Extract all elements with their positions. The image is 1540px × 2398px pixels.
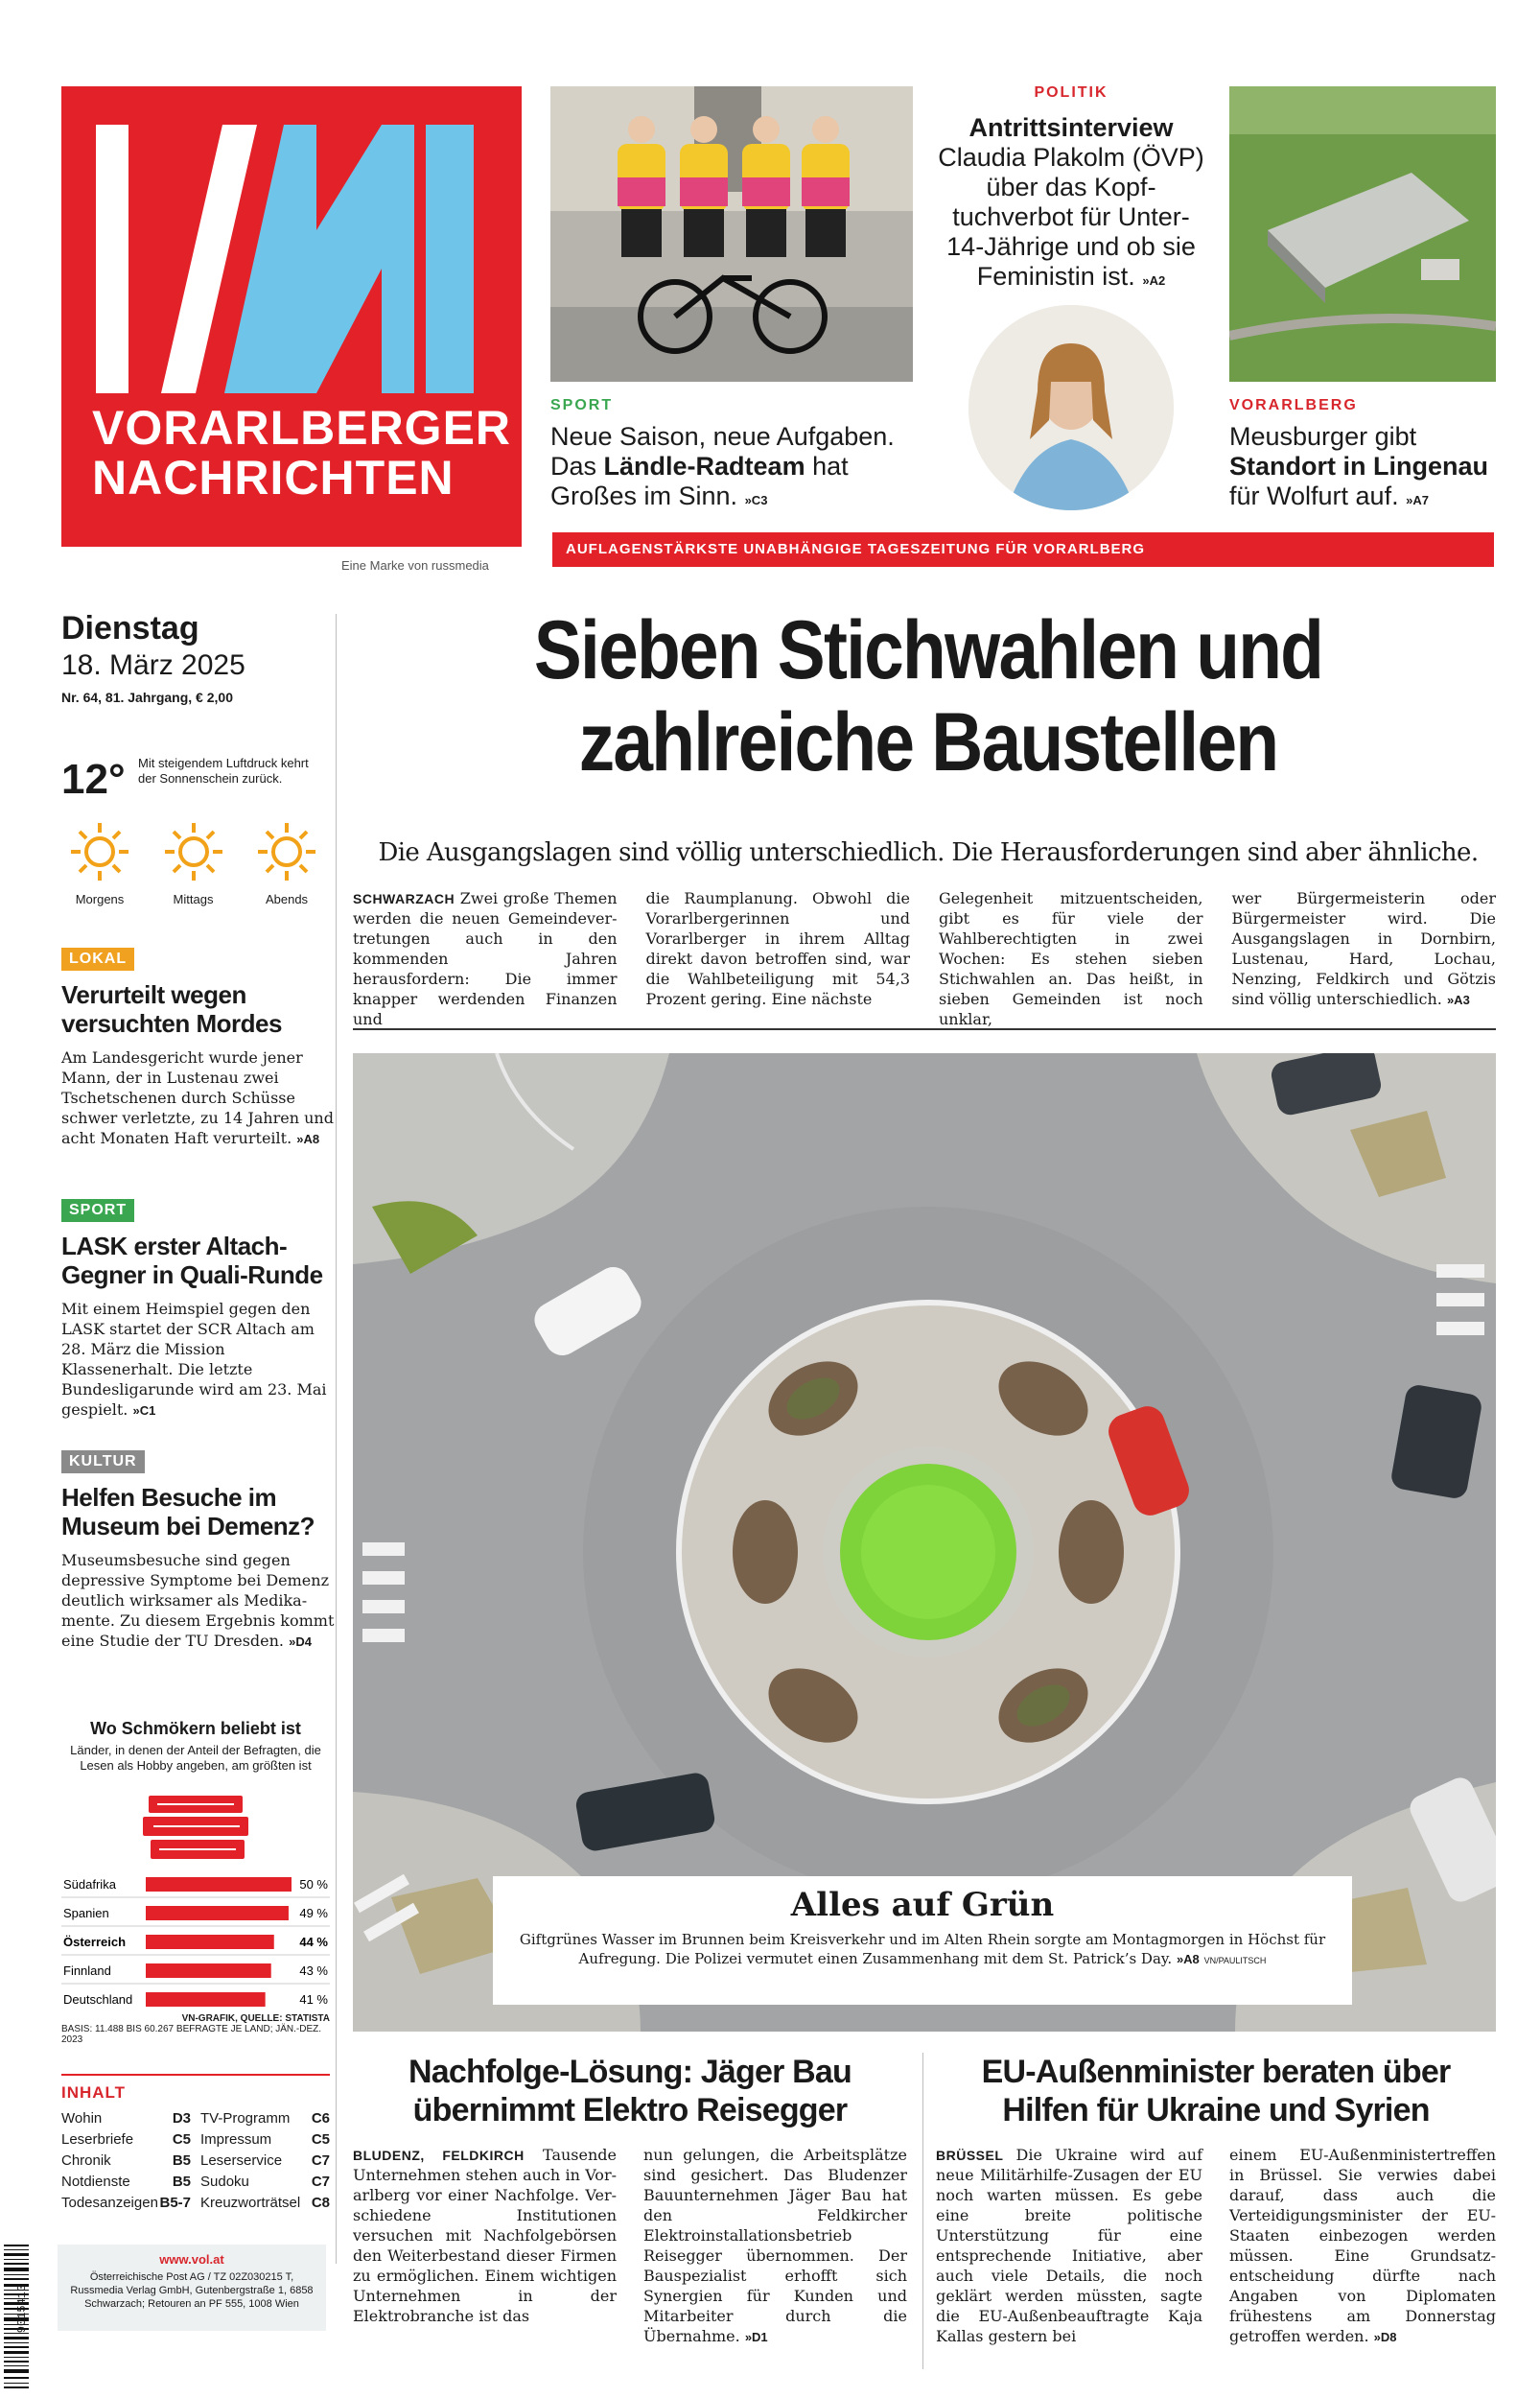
lead-column-text: wer Bürgermeisterin oder Bürgermeister wird. Die Ausgangslagen in Dornbirn, Lustenau, Hard, Lochau, Nenzing, Feldkirch und Götzis sind völlig unterschiedlich. <box>1231 889 1496 1008</box>
teaser-text: Meusburger gibt <box>1229 422 1417 451</box>
story-headline: Verurteilt wegen versuchten Mordes <box>61 980 282 1038</box>
contents-list-left <box>61 2108 191 2214</box>
date: 18. März 2025 <box>61 649 245 681</box>
weather-slot-label: Morgens <box>75 892 125 906</box>
contents-item-page: B5 <box>172 2152 191 2169</box>
lead-headline-line: zahlreiche Baustellen <box>578 696 1278 788</box>
page-ref: »D8 <box>1373 2330 1397 2344</box>
roundabout-photo[interactable] <box>353 1053 1496 2032</box>
contents-row[interactable] <box>61 2129 191 2151</box>
contents-item-page: B5-7 <box>159 2195 191 2211</box>
chart-category-label: Finnland <box>63 1963 111 1978</box>
weather-box <box>61 756 330 906</box>
contents-item-label: Wohin <box>61 2110 103 2127</box>
story-headline: Hilfen für Ukraine und Syrien <box>1002 2092 1430 2128</box>
contents-item-label: Leserservice <box>200 2152 283 2169</box>
photo-caption-title: Alles auf Grün <box>790 1886 1055 1924</box>
teaser-section-label: POLITIK <box>1034 84 1108 101</box>
lead-column-4 <box>1232 888 1497 1029</box>
photo-credit: VN/PAULITSCH <box>1203 1956 1267 1965</box>
imprint-box <box>58 2245 326 2331</box>
page-ref: »C1 <box>132 1403 156 1418</box>
story-column-text: nun gelungen, die Arbeitsplätze sind gesichert. Das Bludenzer Bauunternehmen Jäger Bau hat den Feldkircher Elektroinstallationsbetrieb Reisegger übernommen. Der Bauspezialist erhofft sich Synergien für Kunden und Mitarbeiter durch die Übernahme. <box>643 2146 907 2345</box>
contents-item-label: Impressum <box>200 2131 272 2148</box>
contents-item-label: Kreuzworträtsel <box>200 2195 301 2211</box>
contents-row[interactable] <box>61 2151 191 2172</box>
weather-slot-evening <box>248 821 325 906</box>
contents-row[interactable] <box>61 2172 191 2193</box>
section-badge: KULTUR <box>61 1450 145 1473</box>
aerial-factory-image <box>1229 86 1496 382</box>
photo-caption <box>493 1876 1352 2005</box>
story-headline: Helfen Besuche im Museum bei Demenz? <box>61 1483 315 1540</box>
weather-slot-label: Abends <box>265 892 309 906</box>
story-column-1 <box>936 2145 1202 2346</box>
logo-line-1: VORARLBERGER <box>92 401 512 455</box>
chart-value-label: 50 % <box>299 1877 328 1892</box>
plakolm-portrait[interactable] <box>968 305 1174 510</box>
chart-category-label: Österreich <box>63 1935 127 1949</box>
contents-row[interactable] <box>61 2193 191 2214</box>
barcode-number: 9015413 <box>15 2284 29 2334</box>
chart-row <box>61 1992 330 2011</box>
section-badge: SPORT <box>61 1199 134 1222</box>
chart-row <box>61 1906 330 1926</box>
teaser-text: hat Großes im Sinn. <box>550 452 849 510</box>
page-ref: »D1 <box>744 2330 768 2344</box>
contents-row[interactable] <box>200 2129 330 2151</box>
chart-bar <box>146 1963 271 1978</box>
lead-body <box>353 888 1496 1029</box>
contents-item-page: C5 <box>311 2131 330 2148</box>
lead-headline-line: Sieben Stichwahlen und <box>533 604 1323 696</box>
story-column-2 <box>643 2145 907 2346</box>
lead-column-text: Zwei große Themen werden die neuen Gemeindevertretungen auch in den kommenden Jahren herausfordern: Die immer knapper werdenden Finanzen und <box>353 889 618 1028</box>
chart-row <box>61 1963 330 1984</box>
infographic-source: VN-GRAFIK, QUELLE: STATISTA <box>181 2013 330 2024</box>
chart-row <box>61 1935 330 1955</box>
contents-item-label: Chronik <box>61 2152 111 2169</box>
sun-icon <box>256 821 317 882</box>
contents-row[interactable] <box>61 2108 191 2129</box>
section-rule <box>353 1028 1496 1030</box>
chart-category-label: Südafrika <box>63 1877 116 1892</box>
reading-bar-chart <box>61 1868 330 2011</box>
story-column-text: Die Ukraine wird auf neue Militärhilfe-Zusagen der EU noch warten müssen. Es gebe eine breite politische Unterstützung für eine entsprechende Initiative, aber auch viele Details, die noch geklärt werden müssten, sagte die EU-Außenbeauftragte Kaja Kallas gestern bei <box>936 2146 1202 2345</box>
story-lokal[interactable] <box>61 948 335 1148</box>
story-body: Museumsbesuche sind gegen depressive Symptome bei Demenz deutlich wirksamer als Medikamente. Zu diesem Ergebnis kommt eine Studie der TU Dresden. <box>61 1551 335 1650</box>
story-headline: LASK erster Altach-Gegner in Quali-Runde <box>61 1232 323 1289</box>
chart-category-label: Deutschland <box>63 1992 133 2007</box>
teaser-bold: Standort in Lingenau <box>1229 452 1488 481</box>
contents-item-label: Leserbriefe <box>61 2131 134 2148</box>
contents-item-label: TV-Programm <box>200 2110 291 2127</box>
story-headline: Nachfolge-Lösung: Jäger Bau <box>408 2054 852 2090</box>
chart-bar <box>146 1935 274 1949</box>
page-ref: »A8 <box>296 1132 320 1146</box>
weather-slot-label: Mittags <box>173 892 214 906</box>
teaser-text: Neue Saison, neue Aufgaben. Das <box>550 422 895 481</box>
brand-note: Eine Marke von russmedia <box>341 558 489 573</box>
teaser-sport[interactable] <box>550 397 915 511</box>
lead-deck: Die Ausgangslagen sind völlig unterschiedlich. Die Herausforderungen sind aber ähnliche. <box>378 838 1479 867</box>
chart-value-label: 49 % <box>299 1906 328 1920</box>
contents-item-page: C8 <box>311 2195 330 2211</box>
contents-list-right <box>200 2108 330 2214</box>
story-column-text: Tausende Unternehmen stehen auch in Vorarlberg vor einer Nachfolge. Verschiedene Institutionen versuchen mit Nachfolgebörsen den Weiterbestand dieser Firmen zu ermöglichen. Einem wichtigen Unternehmen in der Elektrobranche ist das <box>353 2146 617 2325</box>
teaser-bold: Antrittsinterview <box>968 113 1174 142</box>
contents-item-label: Sudoku <box>200 2174 249 2190</box>
chart-row <box>61 1877 330 1897</box>
section-badge: LOKAL <box>61 948 134 971</box>
table-of-contents <box>61 2074 330 2214</box>
weather-slot-morning <box>61 821 138 906</box>
story-column-2 <box>1229 2145 1496 2346</box>
contents-item-page: C7 <box>311 2174 330 2190</box>
column-divider <box>922 2053 923 2369</box>
sun-icon <box>163 821 224 882</box>
infographic-basis: BASIS: 11.488 BIS 60.267 BEFRAGTE JE LAND; JÄN.-DEZ. 2023 <box>61 2024 322 2045</box>
story-column-text: einem EU-Außenministertreffen in Brüssel. Sie verwies dabei darauf, dass auch die Verteidigungsminister der EU-Staaten einbezogen werden müssen. Eine Grundsatzentscheidung dürfte nach Angaben von Diplomaten frühestens am Donnerstag getroffen werden. <box>1229 2146 1496 2345</box>
contents-row[interactable] <box>200 2151 330 2172</box>
story-kultur[interactable] <box>61 1450 335 1651</box>
teaser-vorarlberg[interactable] <box>1229 397 1498 511</box>
page-ref: »A8 <box>1176 1952 1200 1966</box>
portrait-image <box>968 305 1174 510</box>
chart-category-label: Spanien <box>63 1906 109 1920</box>
teaser-bold: Ländle-Radteam <box>603 452 805 481</box>
tagline-bar: AUFLAGENSTÄRKSTE UNABHÄNGIGE TAGESZEITUNG FÜR VORARLBERG <box>552 532 1494 567</box>
imprint-text: Österreichische Post AG / TZ 02Z030215 T, Russmedia Verlag GmbH, Gutenbergstraße 1, 6858 Schwarzach; Retouren an PF 555, 1008 Wien <box>70 2271 314 2310</box>
page-ref: »A2 <box>1142 273 1166 288</box>
chart-value-label: 44 % <box>299 1935 328 1949</box>
page-ref: »A7 <box>1406 493 1429 507</box>
sun-icon <box>69 821 130 882</box>
vn-logo[interactable] <box>61 86 522 547</box>
contents-item-page: C5 <box>172 2131 191 2148</box>
story-column-1 <box>353 2145 617 2346</box>
contents-title: INHALT <box>61 2083 127 2102</box>
contents-row[interactable] <box>200 2193 330 2214</box>
cyclists-image <box>550 86 913 382</box>
logo-line-2: NACHRICHTEN <box>92 451 455 505</box>
contents-item-label: Todesanzeigen <box>61 2195 158 2211</box>
teaser-politik[interactable] <box>938 84 1204 292</box>
infographic-title: Wo Schmökern beliebt ist <box>90 1719 301 1738</box>
website-link[interactable]: www.vol.at <box>159 2252 224 2267</box>
story-body: Am Landesgericht wurde jener Mann, der in Lustenau zwei Tschetschenen durch Schüsse schwer verletzte, zu 14 Jahren und acht Monaten Haft verurteilt. <box>61 1048 334 1147</box>
story-jaeger-bau[interactable] <box>353 2053 907 2346</box>
chart-value-label: 43 % <box>299 1963 328 1978</box>
dateline: SCHWARZACH <box>353 891 455 906</box>
column-divider <box>336 614 337 2264</box>
teaser-section-label: VORARLBERG <box>1229 397 1358 413</box>
chart-value-label: 41 % <box>299 1992 328 2007</box>
photo-caption-text: Giftgrünes Wasser im Brunnen beim Kreisverkehr und im Alten Rhein sorgte am Montagmorgen in Höchst für Aufregung. Die Polizei vermutet einen Zusammenhang mit dem St. Patrick’s Day. <box>519 1931 1326 1967</box>
dateline: BRÜSSEL <box>936 2148 1004 2163</box>
book-stack-icon <box>61 1779 330 1868</box>
cyclists-photo[interactable] <box>550 86 913 382</box>
story-headline: EU-Außenminister beraten über <box>981 2054 1451 2090</box>
teaser-section-label: SPORT <box>550 397 614 413</box>
story-sport[interactable] <box>61 1199 335 1420</box>
chart-bar <box>146 1992 266 2007</box>
contents-item-page: D3 <box>172 2110 191 2127</box>
reading-infographic <box>61 1719 330 2045</box>
chart-bar <box>146 1906 289 1920</box>
dateline: BLUDENZ, FELDKIRCH <box>353 2148 525 2163</box>
meusburger-photo[interactable] <box>1229 86 1496 382</box>
lead-column-1 <box>353 888 618 1029</box>
chart-bar <box>146 1877 292 1892</box>
story-headline: übernimmt Elektro Reisegger <box>412 2092 848 2128</box>
teaser-text: Claudia Plakolm (ÖVP) über das Kopftuchverbot für Unter-14-Jährige und ob sie Feministin ist. <box>938 143 1204 291</box>
contents-item-page: B5 <box>172 2174 191 2190</box>
contents-row[interactable] <box>200 2108 330 2129</box>
teaser-text: für Wolfurt auf. <box>1229 482 1399 510</box>
page-ref: »C3 <box>744 493 768 507</box>
contents-item-page: C7 <box>311 2152 330 2169</box>
temperature: 12° <box>61 756 126 803</box>
lead-column-3: Gelegenheit mitzuentscheiden, gibt es für viele der Wahlberechtigten in zwei Wochen: Es stehen sieben Stichwahlen an. Das heißt, in sieben Gemeinden ist noch unklar, <box>939 889 1203 1028</box>
page-ref: »A3 <box>1446 993 1470 1007</box>
lead-headline[interactable] <box>428 604 1429 788</box>
contents-item-label: Notdienste <box>61 2174 130 2190</box>
infographic-subtitle: Länder, in denen der Anteil der Befragten, die Lesen als Hobby angeben, am größten ist <box>70 1743 321 1773</box>
story-body: Mit einem Heimspiel gegen den LASK startet der SCR Altach am 28. März die Mission Klassenerhalt. Die letzte Bundesligarunde wird am 23. Mai gespielt. <box>61 1300 327 1419</box>
weather-slot-noon <box>155 821 232 906</box>
page-ref: »D4 <box>289 1634 312 1649</box>
weather-text: Mit steigendem Luftdruck kehrt der Sonnenschein zurück. <box>138 756 309 786</box>
story-eu-aussenminister[interactable] <box>936 2053 1496 2346</box>
lead-column-2: die Raumplanung. Obwohl die Vorarlbergerinnen und Vorarlberger in ihrem Alltag direkt davon betroffen sind, war die Wahlbeteiligung mit 54,3 Prozent gering. Eine nächste <box>645 889 910 1008</box>
contents-row[interactable] <box>200 2172 330 2193</box>
date-block <box>61 610 325 705</box>
issue-info: Nr. 64, 81. Jahrgang, € 2,00 <box>61 690 233 705</box>
weekday: Dienstag <box>61 610 199 647</box>
contents-item-page: C6 <box>311 2110 330 2127</box>
